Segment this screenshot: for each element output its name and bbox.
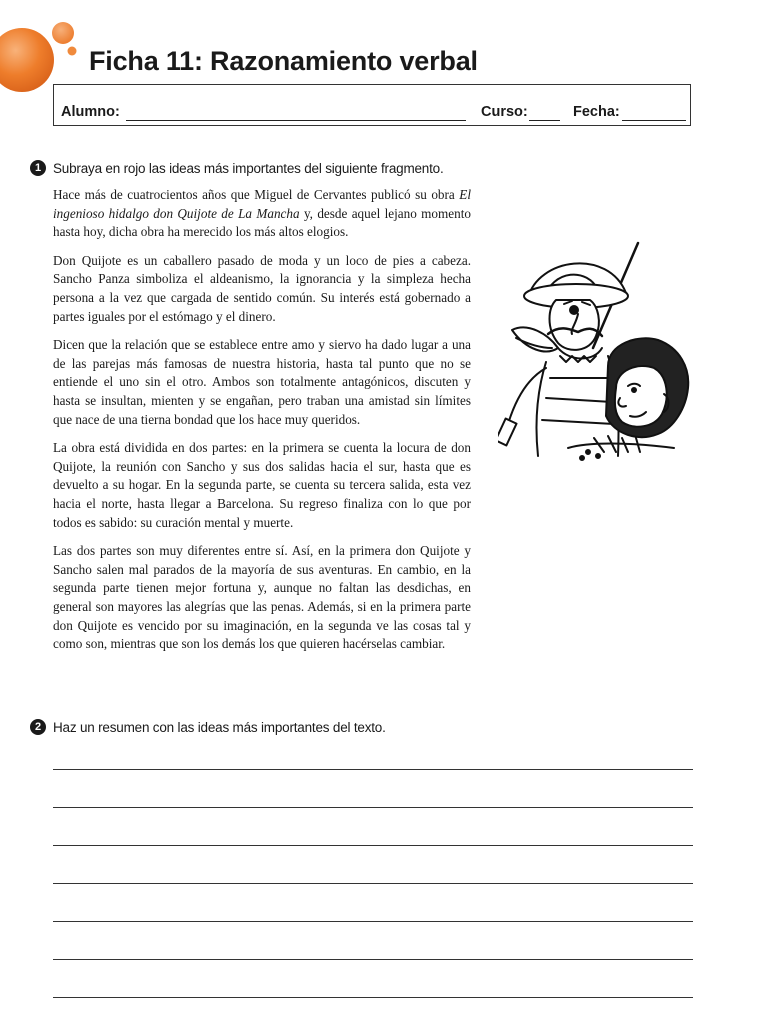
page-title: Ficha 11: Razonamiento verbal <box>89 46 478 76</box>
book-title: El ingenioso hidalgo don Quijote de La Mancha <box>53 187 471 221</box>
question-number-badge: 2 <box>30 719 46 735</box>
answer-line[interactable] <box>53 959 693 960</box>
question-text: Subraya en rojo las ideas más importantes del siguiente fragmento. <box>53 160 444 176</box>
don-quijote-sancho-illustration <box>498 238 698 464</box>
student-info-box <box>53 84 691 126</box>
answer-line[interactable] <box>53 807 693 808</box>
paragraph: La obra está dividida en dos partes: en la primera se cuenta la locura de don Quijote, la reunión con Sancho y sus dos salidas hacia el sur, hasta que es devuelto a su hogar. En la segunda parte, se cuenta su tercera salida, esta vez hacia el norte, hasta llegar a Barcelona. Su regreso finaliza con lo que por todos es sabido: su curación mental y muerte. <box>53 439 471 530</box>
question-text: Haz un resumen con las ideas más importantes del texto. <box>53 719 386 735</box>
question-1 <box>30 160 444 176</box>
alumno-field[interactable] <box>126 120 466 121</box>
curso-field[interactable] <box>529 120 560 121</box>
paragraph: Hace más de cuatrocientos años que Miguel de Cervantes publicó su obra El ingenioso hidalgo don Quijote de La Mancha y, desde aquel lejano momento hasta hoy, dicha obra ha merecido los más altos elogios. <box>53 187 471 240</box>
curso-label: Curso: <box>481 104 528 120</box>
question-number-badge: 1 <box>30 160 46 176</box>
fecha-field[interactable] <box>622 120 686 121</box>
answer-line[interactable] <box>53 997 693 998</box>
reading-passage <box>53 186 471 664</box>
paragraph: Dicen que la relación que se establece entre amo y siervo ha dado lugar a una de las parejas más famosas de nuestra historia, hasta tal punto que no se entiende el uno sin el otro. Ambos son totalmente antagónicos, discuten y hasta se insultan, mienten y se engañan, pero traban una amistad sin límites que nace de una tierna bondad que los hace muy queridos. <box>53 336 471 427</box>
paragraph: Las dos partes son muy diferentes entre sí. Así, en la primera don Quijote y Sancho salen mal parados de la mayoría de sus aventuras. En cambio, en la segunda parte tienen mejor fortuna y, aunque no faltan las desdichas, en general son mayores las alegrías que las penas. Además, si en la primera parte don Quijote es vencido por su imaginación, en la segunda ve las cosas tal y como son, mientras que son los demás los que quieren hacérselas cambiar. <box>53 542 471 652</box>
answer-line[interactable] <box>53 769 693 770</box>
question-2 <box>30 719 386 735</box>
answer-line[interactable] <box>53 845 693 846</box>
fecha-label: Fecha: <box>573 104 620 120</box>
alumno-label: Alumno: <box>61 104 120 120</box>
paragraph: Don Quijote es un caballero pasado de moda y un loco de pies a cabeza. Sancho Panza simboliza el aldeanismo, la ignorancia y la simpleza hecha persona a la vez que cargada de sentido común. Su interés está gobernado a partes iguales por el estómago y el dinero. <box>53 252 471 324</box>
answer-line[interactable] <box>53 921 693 922</box>
answer-line[interactable] <box>53 883 693 884</box>
